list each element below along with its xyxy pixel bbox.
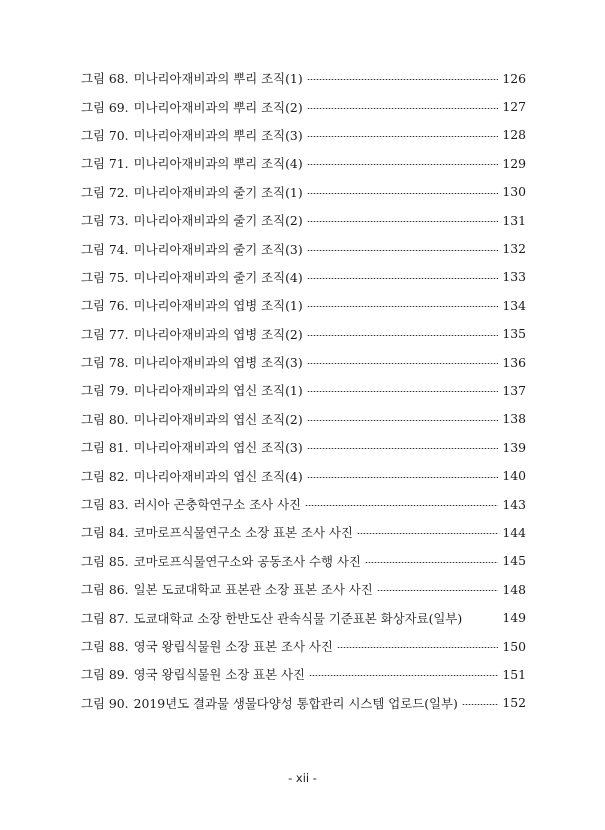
page-number: 152 [502,695,526,711]
dot-leader [462,704,499,705]
figure-title: 미나리아재비과의 줄기 조직(3) [133,241,303,257]
figure-number: 그림 90. [81,695,129,711]
toc-entry[interactable] [81,376,526,404]
toc-entry[interactable] [81,405,526,433]
figure-number: 그림 68. [81,71,129,87]
figure-title: 미나리아재비과의 줄기 조직(2) [133,213,303,229]
figure-title: 미나리아재비과의 엽병 조직(1) [133,298,303,314]
figure-number: 그림 79. [81,383,129,399]
figure-number: 그림 80. [81,411,129,427]
dot-leader [307,164,499,165]
dot-leader [307,363,499,364]
toc-entry[interactable] [81,92,526,120]
dot-leader [309,675,498,676]
page-number: 136 [502,354,526,370]
dot-leader [307,250,499,251]
page-number: 150 [502,638,526,654]
figure-number: 그림 71. [81,156,129,172]
dot-leader [307,221,499,222]
figure-number: 그림 74. [81,241,129,257]
figure-number: 그림 89. [81,667,129,683]
toc-entry[interactable] [81,547,526,575]
figure-number: 그림 82. [81,468,129,484]
figure-title: 미나리아재비과의 엽병 조직(2) [133,326,303,342]
figure-number: 그림 78. [81,355,129,371]
page-number: 148 [502,581,526,597]
figure-title: 미나리아재비과의 뿌리 조직(3) [133,127,303,143]
dot-leader [307,420,499,421]
toc-entry[interactable] [81,689,526,717]
page-number: 143 [502,496,526,512]
page-number: 131 [502,212,526,228]
toc-entry[interactable] [81,575,526,603]
page-number: 145 [502,553,526,569]
page-number: 133 [502,269,526,285]
figure-number: 그림 87. [81,610,129,626]
figure-number: 그림 83. [81,497,129,513]
page-number: 126 [502,70,526,86]
figure-number: 그림 88. [81,639,129,654]
figure-title: 2019년도 결과물 생물다양성 통합관리 시스템 업로드(일부) [133,695,458,711]
toc-entry[interactable] [81,291,526,319]
dot-leader [307,477,499,478]
dot-leader [307,278,499,279]
page-number: 130 [502,184,526,200]
toc-entry[interactable] [81,206,526,234]
figure-number: 그림 70. [81,127,129,143]
toc-entry[interactable] [81,518,526,546]
dot-leader [337,647,499,648]
table-of-figures [81,64,526,717]
toc-entry[interactable] [81,234,526,262]
figure-title: 미나리아재비과의 엽병 조직(3) [133,355,303,371]
page-number: 132 [502,241,526,257]
toc-entry[interactable] [81,433,526,461]
page-number: 140 [502,468,526,484]
figure-title: 미나리아재비과의 엽신 조직(4) [133,468,303,484]
figure-number: 그림 81. [81,440,129,456]
toc-entry[interactable] [81,121,526,149]
figure-title: 코마로프식물연구소와 공동조사 수행 사진 [133,553,361,569]
dot-leader [357,533,499,534]
figure-number: 그림 73. [81,213,129,229]
figure-title: 코마로프식물연구소 소장 표본 조사 사진 [133,525,353,541]
toc-entry[interactable] [81,603,526,631]
dot-leader [466,619,498,620]
page-number: 138 [502,411,526,427]
figure-title: 미나리아재비과의 뿌리 조직(2) [133,99,303,115]
figure-title: 미나리아재비과의 엽신 조직(1) [133,383,303,399]
figure-title: 일본 도쿄대학교 표본관 소장 표본 조사 사진 [133,582,373,598]
page-number-label: - xii - [288,771,317,785]
figure-number: 그림 69. [81,99,129,115]
figure-title: 도쿄대학교 소장 한반도산 관속식물 기준표본 화상자료(일부) [133,610,463,626]
page-number: 139 [502,439,526,455]
page-number: 144 [502,524,526,540]
page-number: 128 [502,127,526,143]
dot-leader [365,562,498,563]
figure-number: 그림 86. [81,582,129,598]
figure-number: 그림 84. [81,525,129,541]
toc-entry[interactable] [81,149,526,177]
page-footer [0,771,605,785]
figure-title: 미나리아재비과의 엽신 조직(3) [133,440,303,456]
figure-title: 영국 왕립식물원 소장 표본 사진 [133,667,305,683]
figure-title: 미나리아재비과의 뿌리 조직(1) [133,71,303,87]
dot-leader [307,306,499,307]
dot-leader [305,505,498,506]
page-number: 135 [502,326,526,342]
figure-number: 그림 76. [81,298,129,314]
figure-title: 미나리아재비과의 줄기 조직(1) [133,184,303,200]
figure-title: 미나리아재비과의 뿌리 조직(4) [133,156,303,172]
figure-title: 미나리아재비과의 엽신 조직(2) [133,411,303,427]
dot-leader [307,79,499,80]
figure-title: 영국 왕립식물원 소장 표본 조사 사진 [133,639,333,654]
figure-number: 그림 77. [81,326,129,342]
figure-title: 미나리아재비과의 줄기 조직(4) [133,269,303,285]
figure-number: 그림 85. [81,553,129,569]
toc-entry[interactable] [81,348,526,376]
dot-leader [307,391,499,392]
dot-leader [307,193,499,194]
page-number: 127 [502,99,526,115]
figure-title: 러시아 곤충학연구소 조사 사진 [133,497,302,513]
dot-leader [307,136,499,137]
figure-number: 그림 75. [81,269,129,285]
page-number: 149 [502,610,526,626]
toc-entry[interactable] [81,263,526,291]
page-number: 129 [502,155,526,171]
dot-leader [307,108,499,109]
toc-entry[interactable] [81,320,526,348]
toc-entry[interactable] [81,660,526,688]
dot-leader [307,448,499,449]
page-number: 134 [502,297,526,313]
toc-entry[interactable] [81,178,526,206]
toc-entry[interactable] [81,461,526,489]
toc-entry[interactable] [81,64,526,92]
dot-leader [377,590,499,591]
dot-leader [307,335,499,336]
figure-number: 그림 72. [81,184,129,200]
toc-entry[interactable] [81,632,526,660]
page-number: 151 [502,666,526,682]
page-number: 137 [502,382,526,398]
toc-entry[interactable] [81,490,526,518]
